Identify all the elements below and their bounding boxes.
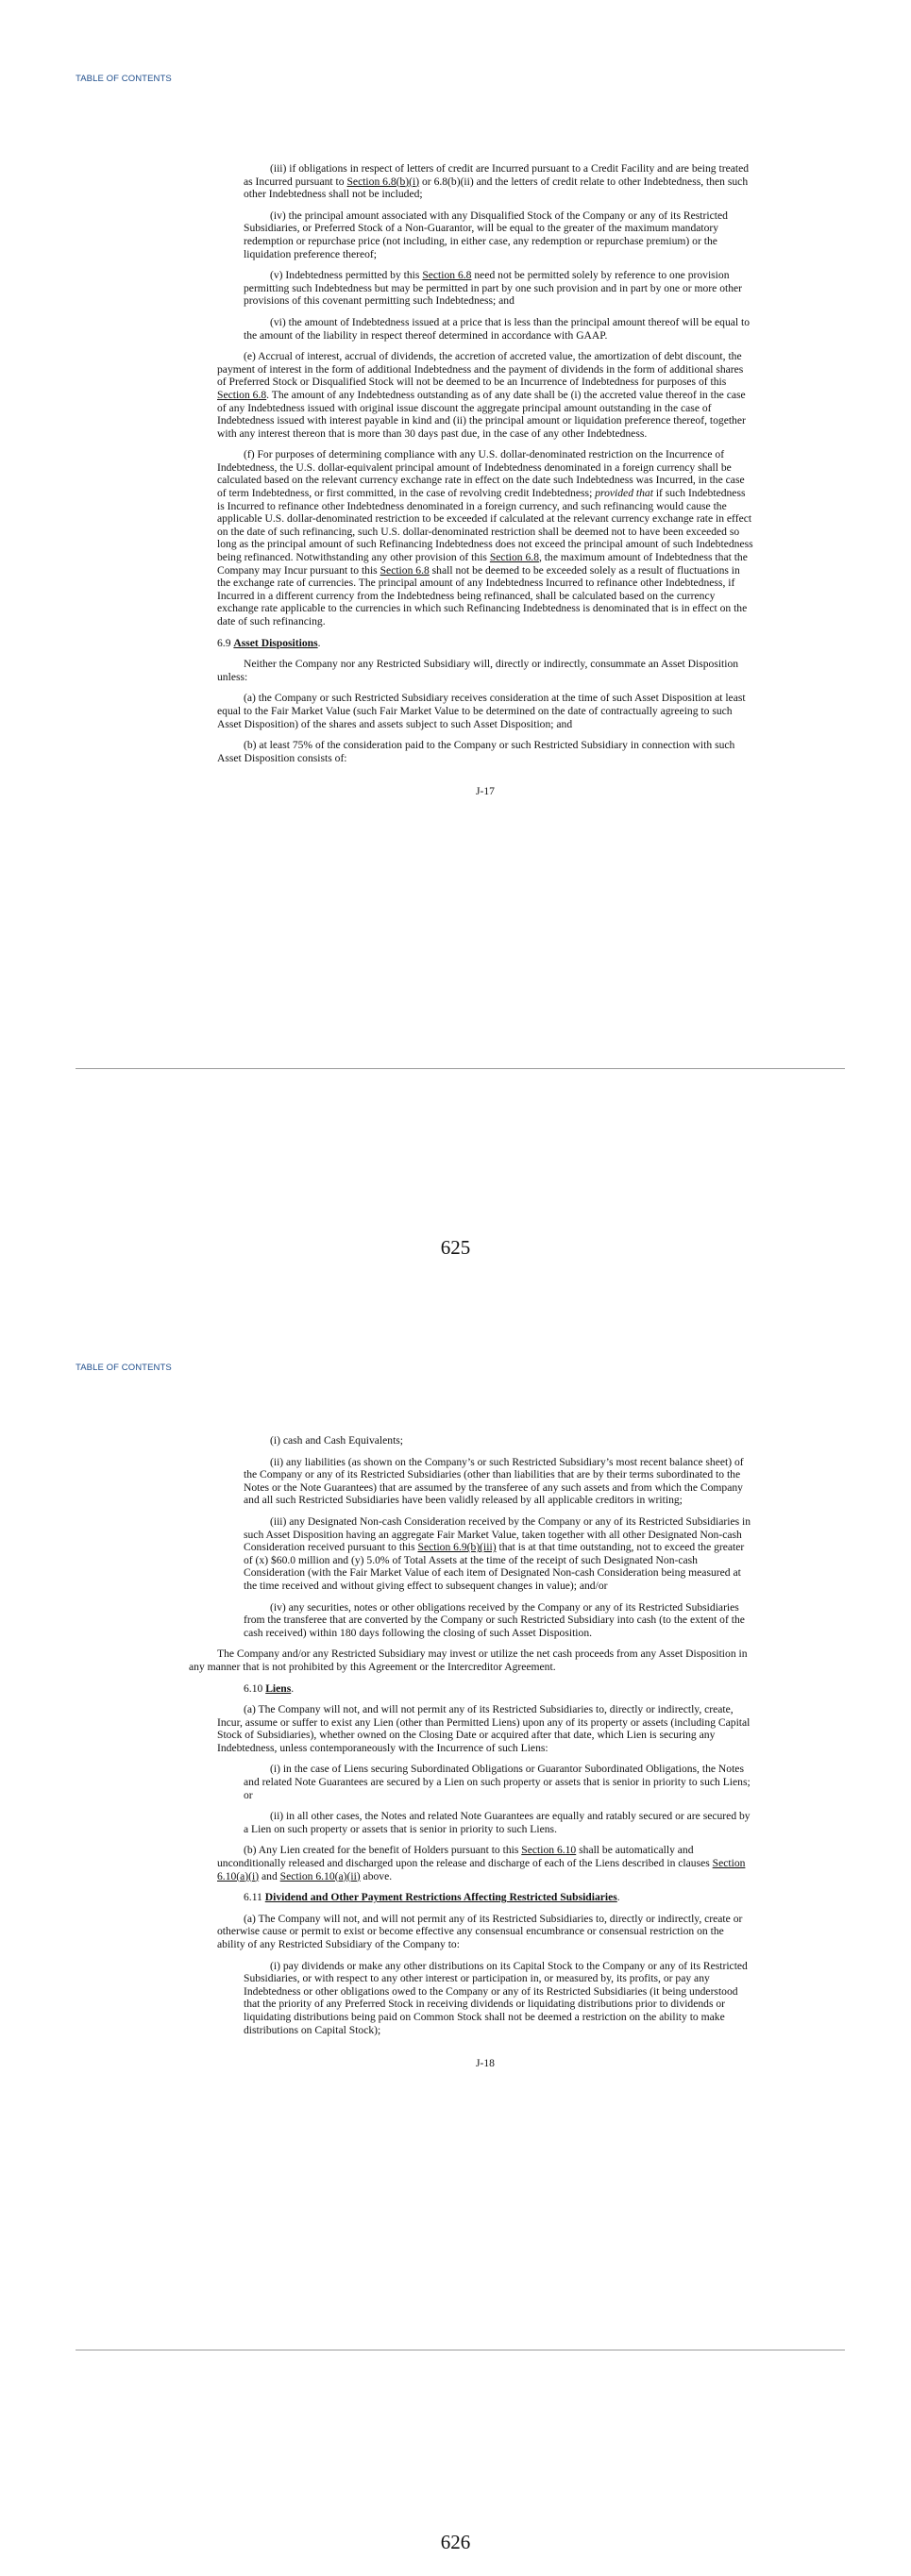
liens-clause-a: (a) The Company will not, and will not permit any of its Restricted Subsidiaries to, directly or indirectly, create, Incur, assume or suffer to exist any Lien (other than Permitted Liens) upon any of its property or assets (including Capital Stock of Subsidiaries), whether owned on the Closing Date or acquired after that date, which Lien is securing any Indebtedness, unless contemporaneously with the Incurrence of such Liens: [217,1703,751,1754]
restrictions-clause-a-i: (i) pay dividends or make any other distributions on its Capital Stock to the Company or any of its Restricted Subsidiaries, or with respect to any other interest or participation in, or measured by, its profits, or pay any Indebtedness or other obligations owed to the Company or any of its Restricted Subsidiaries (it being understood that the priority of any Preferred Stock in receiving dividends or liquidating distributions prior to dividends or liquidating distributions being paid on Common Stock shall not be deemed a restriction on the ability to make distributions on Capital Stock); [244,1959,748,2036]
pdf-page-number: 625 [440,1236,471,1259]
clause-vi: (vi) the amount of Indebtedness issued at a price that is less than the principal amount thereof will be equal to the amount of the liability in respect thereof determined in accordance with GAAP. [244,315,751,342]
clause-v: (v) Indebtedness permitted by this Section 6.8 need not be permitted solely by reference to one provision permitting such Indebtedness but may be permitted in part by one such provision and in part by one or more other provisions of this covenant permitting such Indebtedness; and [244,269,743,308]
section-heading-6-11: 6.11 Dividend and Other Payment Restrictions Affecting Restricted Subsidiaries. [244,1891,620,1904]
clause-iv: (iv) any securities, notes or other obligations received by the Company or any of its Restricted Subsidiaries from the transferee that are converted by the Company or such Restricted Subsidiary into cash (to the extent of the cash received) within 180 days following the closing of such Asset Disposition. [244,1600,745,1639]
section-link[interactable]: Section 6.10(a)(ii) [279,1869,361,1882]
clause-f: (f) For purposes of determining compliance with any U.S. dollar-denominated restriction on the Incurrence of Indebtedness, the U.S. dollar-equivalent principal amount of Indebtedness denominated in a foreign currency shall be calculated based on the relevant currency exchange rate in effect on the date such Indebtedness was Incurred, in the case of term Indebtedness, or first committed, in the case of revolving credit Indebtedness; provided that if such Indebtedness is Incurred to refinance other Indebtedness denominated in a foreign currency, and such refinancing would cause the applicable U.S. dollar-denominated restriction to be exceeded if calculated at the relevant currency exchange rate in effect on the date of such refinancing, such U.S. dollar-denominated restriction shall be deemed not to have been exceeded so long as the principal amount of such Refinancing Indebtedness does not exceed the principal amount of such Indebtedness being refinanced. Notwithstanding any other provision of this Section 6.8, the maximum amount of Indebtedness that the Company may Incur pursuant to this Section 6.8 shall not be deemed to be exceeded solely as a result of fluctuations in the exchange rate of currencies. The principal amount of any Indebtedness Incurred to refinance other Indebtedness, if Incurred in a different currency from the Indebtedness being refinanced, shall be calculated based on the currency exchange rate applicable to the currencies in which such Refinancing Indebtedness is denominated that is in effect on the date of such refinancing. [217,448,753,627]
asset-disposition-intro: Neither the Company nor any Restricted Subsidiary will, directly or indirectly, consummate an Asset Disposition unless: [217,658,739,683]
table-of-contents-link[interactable]: TABLE OF CONTENTS [76,1363,172,1373]
page-number: J-18 [476,2057,495,2070]
clause-e: (e) Accrual of interest, accrual of dividends, the accretion of accreted value, the amortization of debt discount, the payment of interest in the form of additional Indebtedness and the payment of dividends in the form of additional shares of Preferred Stock or Disqualified Stock will not be deemed to be an Incurrence of Indebtedness for purposes of this Section 6.8. The amount of any Indebtedness outstanding as of any date shall be (i) the accreted value thereof in the case of any Indebtedness issued with original issue discount the aggregate principal amount outstanding in the case of Indebtedness issued with interest payable in kind and (ii) the principal amount or liquidation preference thereof, together with any interest thereon that is more than 30 days past due, in the case of any other Indebtedness. [217,350,746,440]
liens-clause-a-i: (i) in the case of Liens securing Subordinated Obligations or Guarantor Subordinated Obligations, the Notes and related Note Guarantees are secured by a Lien on such property or assets that is senior in priority to such Liens; or [244,1763,751,1801]
table-of-contents-link[interactable]: TABLE OF CONTENTS [76,74,172,84]
liens-clause-b: (b) Any Lien created for the benefit of Holders pursuant to this Section 6.10 shall be automatically and unconditionally released and discharged upon the release and discharge of each of the Liens described in clauses Section 6.10(a)(i) and Section 6.10(a)(ii) above. [217,1844,746,1882]
page-number: J-17 [476,785,495,798]
section-link[interactable]: Section 6.8 [217,388,267,401]
restrictions-clause-a: (a) The Company will not, and will not permit any of its Restricted Subsidiaries to, directly or indirectly, create or otherwise cause or permit to exist or become effective any consensual encumbrance or consensual restriction on the ability of any Restricted Subsidiary of the Company to: [217,1912,743,1950]
page-body-2 [189,1434,753,2079]
net-proceeds-paragraph: The Company and/or any Restricted Subsidiary may invest or utilize the net cash proceeds from any Asset Disposition in any manner that is not prohibited by this Agreement or the Intercreditor Agreement. [189,1648,748,1673]
liens-clause-a-ii: (ii) in all other cases, the Notes and related Note Guarantees are equally and ratably secured or are secured by a Lien on such property or assets that is senior in priority to such Liens. [244,1810,751,1835]
section-link[interactable]: Section 6.10 [521,1844,577,1857]
section-link[interactable]: Section 6.8(b)(i) [346,175,420,188]
clause-ii: (ii) any liabilities (as shown on the Company’s or such Restricted Subsidiary’s most recent balance sheet) of the Company or any of its Restricted Subsidiaries (other than liabilities that are by their terms subordinated to the Notes or the Note Guarantees) that are assumed by the transferee of any such assets and from which the Company and all such Restricted Subsidiaries have been validly released by all applicable creditors in writing; [244,1455,744,1507]
section-link[interactable]: Section 6.10(a)(i) [217,1857,746,1882]
clause-a: (a) the Company or such Restricted Subsidiary receives consideration at the time of such Asset Disposition at least equal to the Fair Market Value (such Fair Market Value to be determined on the date of contractually agreeing to such Asset Disposition) of the shares and assets subject to such Asset Disposition; and [217,692,746,730]
section-link[interactable]: Section 6.8 [422,269,472,282]
page-body-1 [217,162,753,807]
clause-iii: (iii) any Designated Non-cash Consideration received by the Company or any of its Restricted Subsidiaries in such Asset Disposition having an aggregate Fair Market Value, taken together with all other Designated Non-cash Consideration received pursuant to this Section 6.9(b)(iii) that is at that time outstanding, not to exceed the greater of (x) $60.0 million and (y) 5.0% of Total Assets at the time of the receipt of such Designated Non-cash Consideration (with the Fair Market Value of each item of Designated Non-cash Consideration being measured at the time received and without giving effect to subsequent changes in value); and/or [244,1514,751,1592]
pdf-page-number: 626 [440,2531,471,2553]
section-link[interactable]: Section 6.8 [489,551,539,564]
section-heading-6-10: 6.10 Liens. [244,1681,295,1695]
page-divider [76,1068,845,1069]
section-link[interactable]: Section 6.8 [380,563,430,577]
section-link[interactable]: Section 6.9(b)(iii) [417,1541,497,1554]
section-heading-6-9: 6.9 Asset Dispositions. [217,636,321,649]
clause-iv: (iv) the principal amount associated with any Disqualified Stock of the Company or any of its Restricted Subsidiaries, or Preferred Stock of a Non-Guarantor, will be equal to the greater of the maximum mandatory redemption or repurchase price (not including, in either case, any redemption or repurchase premium) or the liquidation preference thereof; [244,209,728,260]
clause-i: (i) cash and Cash Equivalents; [270,1434,404,1447]
clause-iii: (iii) if obligations in respect of letters of credit are Incurred pursuant to a Credit Facility and are being treated as Incurred pursuant to Section 6.8(b)(i) or 6.8(b)(ii) and the letters of credit relate to other Indebtedness, then such other Indebtedness shall not be included; [244,162,750,201]
clause-b: (b) at least 75% of the consideration paid to the Company or such Restricted Subsidiary in connection with such Asset Disposition consists of: [217,739,735,764]
